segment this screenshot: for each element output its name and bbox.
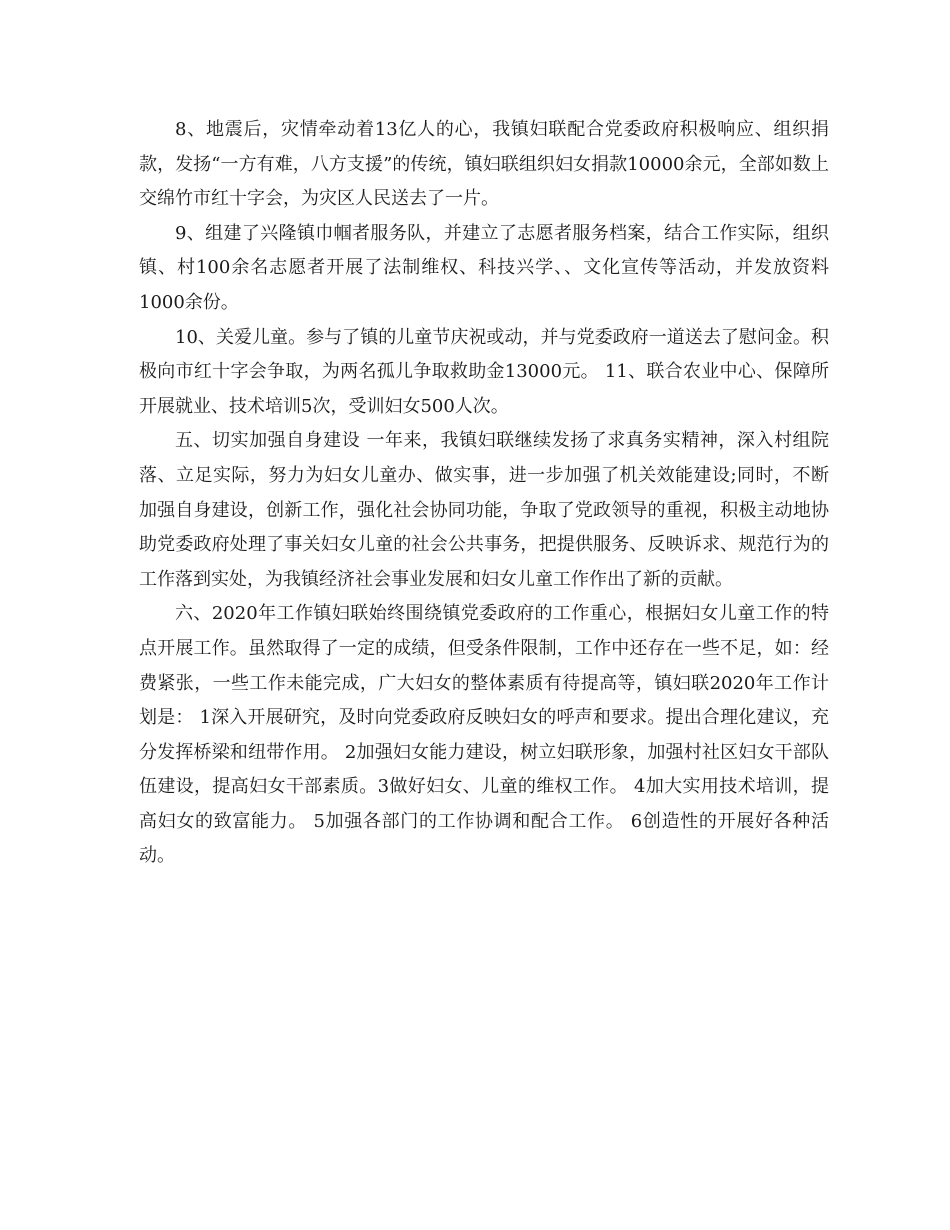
paragraph-volunteer-team: 9、组建了兴隆镇巾帼者服务队，并建立了志愿者服务档案，结合工作实际，组织镇、村100余名志愿者开展了法制维权、科技兴学、、文化宣传等活动，并发放资料1000余份。 <box>139 222 829 313</box>
paragraph-work-plan: 六、2020年工作镇妇联始终围绕镇党委政府的工作重心，根据妇女儿童工作的特点开展工作。虽然取得了一定的成绩，但受条件限制，工作中还存在一些不足，如：经费紧张，一些工作未能完成，广大妇女的整体素质有待提高等，镇妇联2020年工作计划是： 1深入开展研究，及时向党委政府反映妇女的呼声和要求。提出合理化建议，充分发挥桥梁和纽带作用。 2加强妇女能力建设，树立妇联形象，加强村社区妇女干部队伍建设，提高妇女干部素质。3做好妇女、儿童的维权工作。 4加大实用技术培训，提高妇女的致富能力。 5加强各部门的工作协调和配合工作。 6创造性的开展好各种活动。 <box>139 603 829 867</box>
document-body <box>139 113 829 874</box>
paragraph-earthquake-donation: 8、地震后，灾情牵动着13亿人的心，我镇妇联配合党委政府积极响应、组织捐款，发扬“一方有难，八方支援”的传统，镇妇联组织妇女捐款10000余元，全部如数上交绵竹市红十字会，为灾区人民送去了一片。 <box>139 119 829 210</box>
paragraph-child-care: 10、关爱儿童。参与了镇的儿童节庆祝或动，并与党委政府一道送去了慰问金。积极向市红十字会争取，为两名孤儿争取救助金13000元。 11、联合农业中心、保障所开展就业、技术培训5次，受训妇女500人次。 <box>139 326 829 417</box>
paragraph-self-building: 五、切实加强自身建设 一年来，我镇妇联继续发扬了求真务实精神，深入村组院落、立足实际，努力为妇女儿童办、做实事，进一步加强了机关效能建设;同时，不断加强自身建设，创新工作，强化社会协同功能，争取了党政领导的重视，积极主动地协助党委政府处理了事关妇女儿童的社会公共事务，把提供服务、反映诉求、规范行为的工作落到实处，为我镇经济社会事业发展和妇女儿童工作作出了新的贡献。 <box>139 430 829 590</box>
